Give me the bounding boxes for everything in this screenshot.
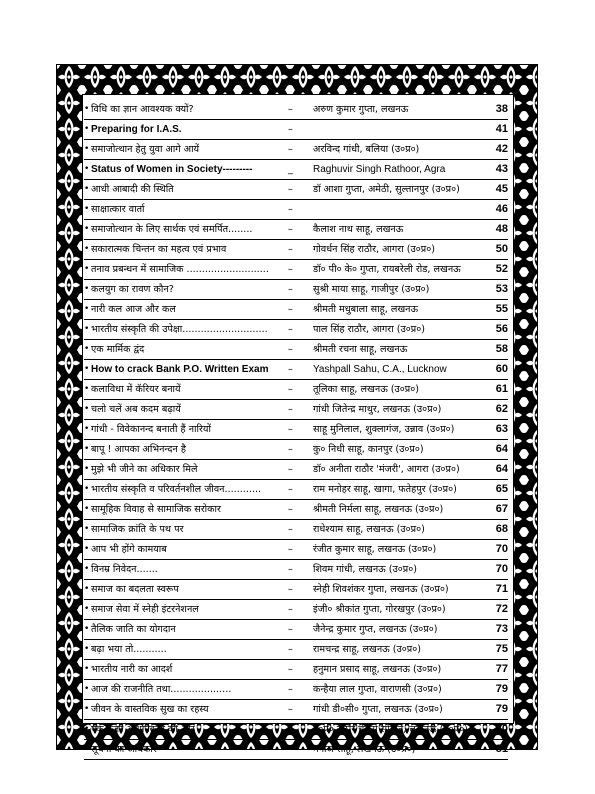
toc-entry bbox=[84, 160, 508, 180]
bullet-icon: • bbox=[84, 544, 90, 554]
toc-entry-page-number: 67 bbox=[495, 503, 508, 515]
bullet-icon: • bbox=[84, 444, 90, 454]
bullet-icon: • bbox=[84, 604, 90, 614]
toc-entry-author: Yashpall Sahu, C.A., Lucknow bbox=[313, 364, 447, 375]
toc-separator: – bbox=[288, 464, 293, 475]
toc-separator: – bbox=[288, 284, 293, 295]
toc-entry bbox=[84, 600, 508, 620]
toc-separator: – bbox=[288, 444, 293, 455]
toc-entry bbox=[84, 420, 508, 440]
toc-separator: – bbox=[288, 224, 293, 235]
toc-separator: – bbox=[288, 484, 293, 495]
toc-entry-title: चलो चलें अब कदम बढ़ायें bbox=[91, 404, 181, 415]
toc-entry-author: राधेश्याम साहू, लखनऊ (उ०प्र०) bbox=[313, 524, 425, 535]
toc-entry-page-number: 55 bbox=[495, 303, 508, 315]
toc-entry-page-number: 52 bbox=[495, 263, 508, 275]
toc-entry-title: समाजोत्थान के लिए सार्थक एवं समर्पित........ bbox=[91, 224, 253, 235]
toc-entry-page-number: 61 bbox=[495, 383, 508, 395]
bullet-icon: • bbox=[84, 104, 90, 114]
toc-entry-title: आधी आबादी की स्थिति bbox=[91, 184, 174, 195]
toc-entry bbox=[84, 700, 508, 720]
bullet-icon: • bbox=[84, 184, 90, 194]
toc-entry bbox=[84, 300, 508, 320]
toc-separator: – bbox=[288, 124, 293, 135]
toc-entry-page-number: 53 bbox=[495, 283, 508, 295]
toc-entry bbox=[84, 320, 508, 340]
toc-entry-page-number: 79 bbox=[495, 683, 508, 695]
toc-separator: – bbox=[288, 524, 293, 535]
toc-entry-author: राम मनोहर साहू, खागा, फतेहपुर (उ०प्र०) bbox=[313, 484, 457, 495]
toc-separator: – bbox=[288, 384, 293, 395]
toc-entry-page-number: 58 bbox=[495, 343, 508, 355]
toc-entry-page-number: 46 bbox=[495, 203, 508, 215]
toc-entry-author: अरुण कुमार गुप्ता, लखनऊ bbox=[313, 104, 409, 115]
toc-entry-author: डॉ० अनीता राठौर 'मंजरी', आगरा (उ०प्र०) bbox=[313, 464, 460, 475]
toc-entry bbox=[84, 680, 508, 700]
toc-entry-author: रामचन्द्र साहू, लखनऊ (उ०प्र०) bbox=[313, 644, 421, 655]
toc-separator: – bbox=[288, 104, 293, 115]
toc-entry bbox=[84, 640, 508, 660]
toc-separator: – bbox=[288, 364, 293, 375]
toc-entry-author: कु० निधी साहू, कानपुर (उ०प्र०) bbox=[313, 444, 424, 455]
toc-entry-page-number: 43 bbox=[495, 163, 508, 175]
toc-entry-title: तनाव प्रबन्धन में सामाजिक ........................... bbox=[91, 264, 269, 275]
toc-entry-author: श्रीमती रचना साहू, लखनऊ bbox=[313, 344, 408, 355]
toc-separator: – bbox=[288, 244, 293, 255]
toc-entry-page-number: 77 bbox=[495, 663, 508, 675]
toc-separator: – bbox=[288, 504, 293, 515]
toc-entry-page-number: 38 bbox=[495, 103, 508, 115]
bullet-icon: • bbox=[84, 204, 90, 214]
bullet-icon: • bbox=[84, 164, 90, 174]
toc-entry bbox=[84, 340, 508, 360]
toc-entry bbox=[84, 580, 508, 600]
toc-entry-author: शिवम गांधी, लखनऊ (उ०प्र०) bbox=[313, 564, 417, 575]
bullet-icon: • bbox=[84, 464, 90, 474]
toc-entry-author: गांधी डी०सी० गुप्ता, लखनऊ (उ०प्र०) bbox=[313, 704, 443, 715]
toc-entry bbox=[84, 380, 508, 400]
toc-entry-title: जीवन के वास्तविक सुख का रहस्य bbox=[91, 704, 209, 715]
toc-entry-page-number: 48 bbox=[495, 223, 508, 235]
toc-entry bbox=[84, 460, 508, 480]
toc-separator: – bbox=[288, 144, 293, 155]
toc-separator: – bbox=[288, 344, 293, 355]
toc-entry-author: गोवर्धन सिंह राठौर, आगरा (उ०प्र०) bbox=[313, 244, 435, 255]
toc-entry-page-number: 75 bbox=[495, 643, 508, 655]
toc-entry-page-number: 73 bbox=[495, 623, 508, 635]
toc-entry-title: आज की राजनीति तथा.................... bbox=[91, 684, 232, 695]
toc-entry-author: सुश्री माया साहू, गाजीपुर (उ०प्र०) bbox=[313, 284, 430, 295]
toc-entry-author: गांधी जितेन्द्र माथुर, लखनऊ (उ०प्र०) bbox=[313, 404, 442, 415]
toc-entry-author: डॉ० पी० के० गुप्ता, रायबरेली रोड, लखनऊ bbox=[313, 264, 461, 275]
bullet-icon: • bbox=[84, 684, 90, 694]
toc-entry bbox=[84, 180, 508, 200]
bullet-icon: • bbox=[84, 124, 90, 134]
bullet-icon: • bbox=[84, 264, 90, 274]
toc-entry-author: पाल सिंह राठौर, आगरा (उ०प्र०) bbox=[313, 324, 425, 335]
toc-entry-author: स्नेही शिवशंकर गुप्ता, लखनऊ (उ०प्र०) bbox=[313, 584, 449, 595]
bullet-icon: • bbox=[84, 484, 90, 494]
toc-entry bbox=[84, 200, 508, 220]
toc-entry bbox=[84, 720, 508, 740]
toc-entry-author: अरविन्द गांधी, बलिया (उ०प्र०) bbox=[313, 144, 420, 155]
toc-entry bbox=[84, 220, 508, 240]
bullet-icon: • bbox=[84, 624, 90, 634]
toc-separator: – bbox=[288, 704, 293, 715]
bullet-icon: • bbox=[84, 524, 90, 534]
toc-entry-author: जैनेन्द्र कुमार गुप्त, लखनऊ (उ०प्र०) bbox=[313, 624, 438, 635]
toc-entry-page-number: 70 bbox=[495, 563, 508, 575]
toc-entry-title: सामाजिक क्रांति के पथ पर bbox=[91, 524, 184, 535]
bullet-icon: • bbox=[84, 144, 90, 154]
toc-entry-title: भारतीय संस्कृति की उपेक्षा............................ bbox=[91, 324, 268, 335]
bullet-icon: • bbox=[84, 284, 90, 294]
toc-separator: – bbox=[288, 744, 293, 755]
toc-entry-page-number: 81 bbox=[495, 743, 508, 755]
toc-entry-page-number: 50 bbox=[495, 243, 508, 255]
toc-entry-page-number: 65 bbox=[495, 483, 508, 495]
toc-separator: – bbox=[288, 184, 293, 195]
toc-separator: _ bbox=[288, 164, 293, 175]
toc-separator: – bbox=[288, 624, 293, 635]
toc-entry-page-number: 79 bbox=[495, 703, 508, 715]
toc-entry bbox=[84, 280, 508, 300]
bullet-icon: • bbox=[84, 304, 90, 314]
toc-entry-page-number: 80 bbox=[495, 723, 508, 735]
toc-entry-page-number: 64 bbox=[495, 463, 508, 475]
toc-entry-title: Preparing for I.A.S. bbox=[91, 124, 182, 135]
toc-separator: – bbox=[288, 604, 293, 615]
bullet-icon: • bbox=[84, 564, 90, 574]
toc-separator: – bbox=[288, 324, 293, 335]
toc-entry-title: भारतीय संस्कृति व परिवर्तनशील जीवन............ bbox=[91, 484, 262, 495]
toc-entry-title: एक नजर आधुनिकता की ओर - bbox=[91, 724, 202, 735]
toc-entry-author: तूलिका साहू, लखनऊ (उ०प्र०) bbox=[313, 384, 419, 395]
toc-separator: – bbox=[288, 304, 293, 315]
toc-entry-title: कलाविधा में कॅरियर बनायें bbox=[91, 384, 181, 395]
toc-separator: – bbox=[288, 644, 293, 655]
table-of-contents bbox=[84, 100, 508, 760]
toc-entry-author: रंजीत कुमार साहू, लखनऊ (उ०प्र०) bbox=[313, 544, 437, 555]
toc-entry-page-number: 56 bbox=[495, 323, 508, 335]
toc-entry-title: सामूहिक विवाह से सामाजिक सरोकार bbox=[91, 504, 221, 515]
bullet-icon: • bbox=[84, 744, 90, 754]
toc-entry bbox=[84, 560, 508, 580]
toc-entry-title: कलयुग का रावण कौन? bbox=[91, 284, 174, 295]
toc-entry-page-number: 63 bbox=[495, 423, 508, 435]
toc-entry-page-number: 45 bbox=[495, 183, 508, 195]
toc-entry bbox=[84, 140, 508, 160]
bullet-icon: • bbox=[84, 384, 90, 394]
toc-entry-author: उ०प्र० राठौर चेतना समिति, लखनऊ (उ०प्र०) bbox=[313, 724, 468, 735]
toc-entry bbox=[84, 480, 508, 500]
toc-entry-title: साक्षात्कार वार्ता bbox=[91, 204, 145, 215]
toc-entry-title: बापू ! आपका अभिनन्दन है bbox=[91, 444, 186, 455]
toc-entry-author: श्रीमती निर्मला साहू, लखनऊ (उ०प्र०) bbox=[313, 504, 444, 515]
toc-entry-title: नारी कल आज और कल bbox=[91, 304, 176, 315]
toc-entry-title: तैलिक जाति का योगदान bbox=[91, 624, 176, 635]
toc-separator: – bbox=[288, 724, 293, 735]
toc-separator: – bbox=[288, 404, 293, 415]
bullet-icon: • bbox=[84, 244, 90, 254]
toc-entry-title: भारतीय नारी का आदर्श bbox=[91, 664, 173, 675]
toc-entry-title: Status of Women in Society--------- bbox=[91, 164, 253, 175]
toc-entry bbox=[84, 660, 508, 680]
toc-entry-page-number: 60 bbox=[495, 363, 508, 375]
toc-entry-title: सकारात्मक चिन्तन का महत्व एवं प्रभाव bbox=[91, 244, 227, 255]
toc-separator: – bbox=[288, 564, 293, 575]
toc-entry bbox=[84, 360, 508, 380]
toc-separator: – bbox=[288, 544, 293, 555]
toc-entry-author: मनोज साहू, लखनऊ (उ०प्र०) bbox=[313, 744, 416, 755]
bullet-icon: • bbox=[84, 424, 90, 434]
bullet-icon: • bbox=[84, 644, 90, 654]
toc-entry bbox=[84, 740, 508, 760]
toc-entry-page-number: 68 bbox=[495, 523, 508, 535]
toc-separator: – bbox=[288, 664, 293, 675]
toc-entry-page-number: 41 bbox=[495, 123, 508, 135]
toc-separator: – bbox=[288, 584, 293, 595]
toc-entry-author: हनुमान प्रसाद साहू, लखनऊ (उ०प्र०) bbox=[313, 664, 442, 675]
toc-entry bbox=[84, 540, 508, 560]
toc-entry-title: समाजोत्थान हेतु युवा आगे आयें bbox=[91, 144, 200, 155]
bullet-icon: • bbox=[84, 724, 90, 734]
toc-entry bbox=[84, 440, 508, 460]
toc-separator: – bbox=[288, 684, 293, 695]
toc-entry-title: बढ़ा भया तो........... bbox=[91, 644, 167, 655]
toc-entry-page-number: 70 bbox=[495, 543, 508, 555]
toc-entry-title: मुझे भी जीने का अधिकार मिले bbox=[91, 464, 198, 475]
toc-entry-title: विनम्र निवेदन....... bbox=[91, 564, 158, 575]
bullet-icon: • bbox=[84, 504, 90, 514]
toc-entry bbox=[84, 400, 508, 420]
toc-separator: – bbox=[288, 424, 293, 435]
toc-entry-page-number: 64 bbox=[495, 443, 508, 455]
bullet-icon: • bbox=[84, 664, 90, 674]
toc-entry-title: How to crack Bank P.O. Written Exam bbox=[91, 364, 269, 375]
toc-entry-title: सूचना का अधिकार bbox=[91, 744, 157, 755]
toc-entry bbox=[84, 120, 508, 140]
toc-entry-author: श्रीमती मधुबाला साहू, लखनऊ bbox=[313, 304, 419, 315]
toc-separator: – bbox=[288, 264, 293, 275]
toc-entry-page-number: 71 bbox=[495, 583, 508, 595]
toc-entry-author: डॉ आशा गुप्ता, अमेठी, सुल्तानपुर (उ०प्र०) bbox=[313, 184, 460, 195]
toc-entry-title: गांधी - विवेकानन्द बनाती हैं नारियों bbox=[91, 424, 211, 435]
toc-entry-author: कन्हैया लाल गुप्ता, वाराणसी (उ०प्र०) bbox=[313, 684, 442, 695]
toc-entry-page-number: 72 bbox=[495, 603, 508, 615]
toc-entry bbox=[84, 240, 508, 260]
toc-entry-page-number: 62 bbox=[495, 403, 508, 415]
toc-entry bbox=[84, 260, 508, 280]
bullet-icon: • bbox=[84, 344, 90, 354]
bullet-icon: • bbox=[84, 584, 90, 594]
toc-entry bbox=[84, 100, 508, 120]
toc-entry-page-number: 42 bbox=[495, 143, 508, 155]
toc-entry bbox=[84, 620, 508, 640]
bullet-icon: • bbox=[84, 224, 90, 234]
toc-entry-title: विधि का ज्ञान आवश्यक क्यों? bbox=[91, 104, 194, 115]
toc-entry-author: इंजी० श्रीकांत गुप्ता, गोरखपुर (उ०प्र०) bbox=[313, 604, 446, 615]
toc-entry bbox=[84, 500, 508, 520]
toc-entry-title: समाज सेवा में स्नेही इंटरनेशनल bbox=[91, 604, 199, 615]
toc-entry-title: आप भी होंगे कामयाब bbox=[91, 544, 167, 555]
toc-entry-author: साहू मुनिलाल, शुक्लागंज, उन्नाव (उ०प्र०) bbox=[313, 424, 455, 435]
bullet-icon: • bbox=[84, 704, 90, 714]
toc-entry-author: कैलाश नाथ साहू, लखनऊ bbox=[313, 224, 404, 235]
bullet-icon: • bbox=[84, 324, 90, 334]
toc-entry-title: एक मार्मिक द्वंद bbox=[91, 344, 145, 355]
toc-separator: – bbox=[288, 204, 293, 215]
toc-entry-title: समाज का बदलता स्वरूप bbox=[91, 584, 179, 595]
toc-entry bbox=[84, 520, 508, 540]
bullet-icon: • bbox=[84, 364, 90, 374]
bullet-icon: • bbox=[84, 404, 90, 414]
toc-entry-author: Raghuvir Singh Rathoor, Agra bbox=[313, 164, 446, 175]
